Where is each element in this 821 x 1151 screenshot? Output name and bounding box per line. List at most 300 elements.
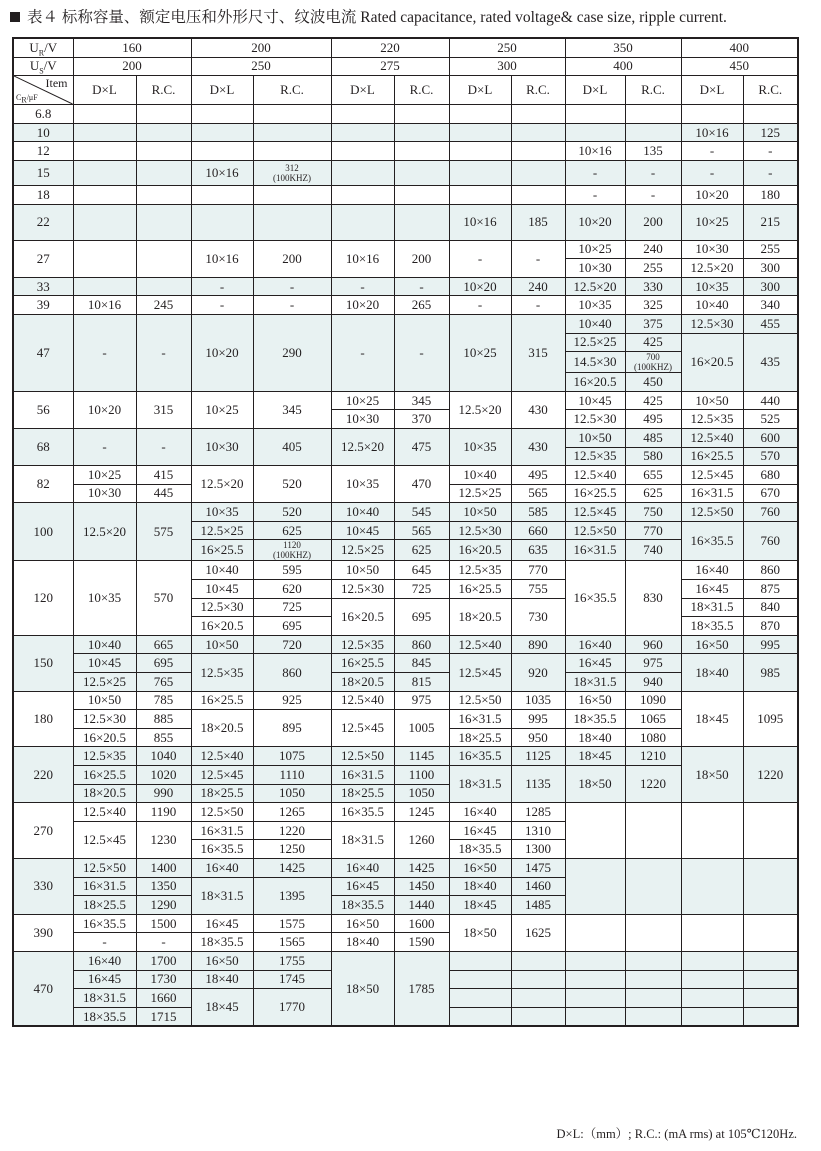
ripple-current-cell: [253, 204, 331, 240]
header-row-us: [13, 57, 798, 76]
case-size-cell: 10×45: [73, 654, 136, 673]
ripple-current-cell: -: [136, 314, 191, 391]
ripple-current-cell: 430: [511, 391, 565, 428]
case-size-cell: [191, 204, 253, 240]
case-size-cell: 10×40: [681, 296, 743, 315]
ripple-current-cell: [136, 204, 191, 240]
ripple-current-cell: 1290: [136, 896, 191, 915]
case-size-cell: 10×45: [565, 391, 625, 410]
case-size-cell: [331, 204, 394, 240]
case-size-cell: 10×35: [449, 428, 511, 465]
case-size-cell: 12.5×40: [449, 635, 511, 654]
ripple-current-cell: 1590: [394, 933, 449, 952]
case-size-cell: 18×35.5: [449, 840, 511, 859]
case-size-cell: 16×31.5: [565, 540, 625, 561]
case-size-cell: 18×40: [449, 877, 511, 896]
ripple-current-cell: 770: [511, 561, 565, 580]
case-size-cell: -: [565, 160, 625, 185]
ripple-current-cell: [253, 142, 331, 161]
case-size-cell: 16×40: [73, 951, 136, 970]
case-size-cell: [73, 142, 136, 161]
ripple-current-cell: 495: [511, 466, 565, 485]
case-size-cell: 18×35.5: [681, 617, 743, 636]
case-size-cell: 16×31.5: [681, 484, 743, 503]
ripple-current-cell: 325: [625, 296, 681, 315]
ripple-current-cell: 950: [511, 728, 565, 747]
case-size-cell: [73, 160, 136, 185]
case-size-cell: 16×25.5: [449, 580, 511, 599]
case-size-cell: [681, 803, 743, 859]
case-size-cell: 16×40: [331, 858, 394, 877]
case-size-cell: 12.5×20: [331, 428, 394, 465]
ur-value: 400: [681, 38, 798, 57]
case-size-cell: 16×20.5: [191, 617, 253, 636]
case-size-cell: -: [449, 240, 511, 277]
case-size-cell: 10×40: [191, 561, 253, 580]
case-size-cell: 12.5×50: [191, 803, 253, 822]
ripple-current-cell: 1285: [511, 803, 565, 822]
ripple-current-cell: 785: [136, 691, 191, 710]
case-size-cell: 18×40: [191, 970, 253, 989]
table-title: [10, 6, 815, 30]
case-size-cell: 16×40: [191, 858, 253, 877]
ripple-current-cell: 1475: [511, 858, 565, 877]
ripple-current-cell: 1075: [253, 747, 331, 766]
ripple-current-cell: 870: [743, 617, 798, 636]
case-size-cell: 10×50: [331, 561, 394, 580]
capacitance-cell: 470: [13, 951, 73, 1026]
ripple-current-cell: [136, 240, 191, 277]
case-size-cell: 10×20: [681, 185, 743, 204]
ripple-current-cell: 1050: [394, 784, 449, 803]
ripple-current-cell: 760: [743, 521, 798, 561]
case-size-cell: 16×40: [449, 803, 511, 822]
case-size-cell: [565, 803, 625, 859]
ripple-current-cell: 440: [743, 391, 798, 410]
ripple-current-cell: [253, 185, 331, 204]
ripple-current-cell: 960: [625, 635, 681, 654]
case-size-cell: 16×45: [565, 654, 625, 673]
case-size-cell: 16×45: [73, 970, 136, 989]
case-size-cell: 12.5×30: [73, 710, 136, 729]
ripple-current-cell: 920: [511, 654, 565, 691]
case-size-cell: 18×25.5: [73, 896, 136, 915]
ripple-current-cell: -: [625, 160, 681, 185]
ripple-current-cell: -: [743, 142, 798, 161]
case-size-cell: 12.5×35: [73, 747, 136, 766]
col-rc: R.C.: [743, 76, 798, 105]
capacitance-cell: 68: [13, 428, 73, 465]
capacitance-cell: 390: [13, 914, 73, 951]
ripple-current-cell: 695: [394, 598, 449, 635]
ripple-current-cell: 315: [136, 391, 191, 428]
case-size-cell: 12.5×25: [331, 540, 394, 561]
case-size-cell: [449, 1007, 511, 1026]
ripple-current-cell: 370: [394, 410, 449, 429]
ripple-current-cell: 1120 (100KHZ): [253, 540, 331, 561]
case-size-cell: 12.5×20: [681, 259, 743, 278]
ripple-current-cell: [625, 803, 681, 859]
case-size-cell: 12.5×35: [331, 635, 394, 654]
ripple-current-cell: -: [394, 314, 449, 391]
ripple-current-cell: 985: [743, 654, 798, 691]
case-size-cell: 16×35.5: [449, 747, 511, 766]
ripple-current-cell: 1745: [253, 970, 331, 989]
ripple-current-cell: 1135: [511, 766, 565, 803]
ripple-current-cell: 1700: [136, 951, 191, 970]
header-row-columns: [13, 76, 798, 105]
table-row: [13, 314, 798, 333]
ripple-current-cell: 720: [253, 635, 331, 654]
capacitance-cell: 6.8: [13, 105, 73, 124]
us-value: 450: [681, 57, 798, 76]
ripple-current-cell: 830: [625, 561, 681, 635]
case-size-cell: 12.5×50: [449, 691, 511, 710]
case-size-cell: 12.5×45: [191, 766, 253, 785]
ripple-current-cell: 1245: [394, 803, 449, 822]
ripple-current-cell: 200: [394, 240, 449, 277]
ur-value: 250: [449, 38, 565, 57]
case-size-cell: 12.5×30: [331, 580, 394, 599]
ripple-current-cell: 1050: [253, 784, 331, 803]
case-size-cell: 16×45: [681, 580, 743, 599]
ripple-current-cell: 635: [511, 540, 565, 561]
ripple-current-cell: 1090: [625, 691, 681, 710]
ripple-current-cell: 600: [743, 428, 798, 447]
case-size-cell: -: [73, 314, 136, 391]
case-size-cell: 14.5×30: [565, 352, 625, 373]
ur-value: 220: [331, 38, 449, 57]
ripple-current-cell: 625: [625, 484, 681, 503]
case-size-cell: 18×20.5: [73, 784, 136, 803]
ripple-current-cell: [743, 105, 798, 124]
case-size-cell: 18×25.5: [331, 784, 394, 803]
case-size-cell: 16×25.5: [565, 484, 625, 503]
case-size-cell: [73, 105, 136, 124]
case-size-cell: 10×20: [449, 277, 511, 296]
ripple-current-cell: 1040: [136, 747, 191, 766]
case-size-cell: [565, 989, 625, 1008]
ripple-current-cell: 1350: [136, 877, 191, 896]
us-value: 300: [449, 57, 565, 76]
ripple-current-cell: 1715: [136, 1007, 191, 1026]
ripple-current-cell: -: [253, 277, 331, 296]
ripple-current-cell: 625: [253, 521, 331, 540]
case-size-cell: 12.5×40: [191, 747, 253, 766]
ripple-current-cell: 730: [511, 598, 565, 635]
table-row: [13, 160, 798, 185]
table-row: [13, 296, 798, 315]
case-size-cell: [681, 951, 743, 970]
us-value: 400: [565, 57, 681, 76]
case-size-cell: 12.5×35: [681, 410, 743, 429]
ripple-current-cell: 405: [253, 428, 331, 465]
ripple-current-cell: 290: [253, 314, 331, 391]
ripple-current-cell: 1600: [394, 914, 449, 933]
capacitance-cell: 100: [13, 503, 73, 561]
case-size-cell: 12.5×40: [565, 466, 625, 485]
case-size-cell: 10×50: [73, 691, 136, 710]
ripple-current-cell: 1625: [511, 914, 565, 951]
case-size-cell: 10×50: [681, 391, 743, 410]
ripple-current-cell: [394, 160, 449, 185]
case-size-cell: -: [331, 314, 394, 391]
case-size-cell: 16×25.5: [331, 654, 394, 673]
ripple-current-cell: 215: [743, 204, 798, 240]
case-size-cell: 10×25: [681, 204, 743, 240]
case-size-cell: 16×35.5: [73, 914, 136, 933]
ripple-current-cell: [394, 185, 449, 204]
ripple-current-cell: 125: [743, 123, 798, 142]
case-size-cell: 10×20: [331, 296, 394, 315]
table-row: [13, 105, 798, 124]
capacitance-cell: 22: [13, 204, 73, 240]
case-size-cell: 18×20.5: [191, 710, 253, 747]
ripple-current-cell: [625, 123, 681, 142]
col-rc: R.C.: [511, 76, 565, 105]
case-size-cell: -: [449, 296, 511, 315]
case-size-cell: 10×16: [449, 204, 511, 240]
col-dl: D×L: [331, 76, 394, 105]
ripple-current-cell: 660: [511, 521, 565, 540]
case-size-cell: 16×50: [565, 691, 625, 710]
case-size-cell: 10×40: [73, 635, 136, 654]
ripple-current-cell: 312 (100KHZ): [253, 160, 331, 185]
case-size-cell: [331, 160, 394, 185]
case-size-cell: 16×45: [191, 914, 253, 933]
case-size-cell: 16×35.5: [331, 803, 394, 822]
case-size-cell: 12.5×20: [73, 503, 136, 561]
case-size-cell: [565, 858, 625, 914]
case-size-cell: 12.5×30: [449, 521, 511, 540]
case-size-cell: 12.5×40: [73, 803, 136, 822]
ripple-current-cell: 1145: [394, 747, 449, 766]
ripple-current-cell: [511, 185, 565, 204]
case-size-cell: 10×50: [565, 428, 625, 447]
ur-label: $U_R/V$: [13, 38, 73, 57]
case-size-cell: 18×31.5: [449, 766, 511, 803]
case-size-cell: 18×20.5: [331, 673, 394, 692]
case-size-cell: 10×45: [331, 521, 394, 540]
table-row: [13, 561, 798, 580]
case-size-cell: 16×45: [331, 877, 394, 896]
case-size-cell: 16×25.5: [73, 766, 136, 785]
case-size-cell: -: [191, 277, 253, 296]
case-size-cell: 10×16: [191, 160, 253, 185]
ripple-current-cell: 995: [511, 710, 565, 729]
ripple-current-cell: 340: [743, 296, 798, 315]
case-size-cell: 18×31.5: [191, 877, 253, 914]
ripple-current-cell: [625, 105, 681, 124]
ripple-current-cell: [136, 160, 191, 185]
table-row: [13, 123, 798, 142]
ripple-current-cell: 1210: [625, 747, 681, 766]
ripple-current-cell: [511, 951, 565, 970]
case-size-cell: 18×40: [681, 654, 743, 691]
case-size-cell: 10×40: [331, 503, 394, 522]
case-size-cell: 12.5×25: [565, 333, 625, 352]
case-size-cell: 18×45: [191, 989, 253, 1027]
case-size-cell: 10×35: [191, 503, 253, 522]
case-size-cell: [331, 142, 394, 161]
ripple-current-cell: 1250: [253, 840, 331, 859]
ripple-current-cell: 680: [743, 466, 798, 485]
ripple-current-cell: 1730: [136, 970, 191, 989]
ripple-current-cell: [136, 123, 191, 142]
ripple-current-cell: 565: [394, 521, 449, 540]
case-size-cell: 12.5×35: [565, 447, 625, 466]
case-size-cell: 12.5×45: [331, 710, 394, 747]
ripple-current-cell: 1755: [253, 951, 331, 970]
case-size-cell: 12.5×25: [449, 484, 511, 503]
case-size-cell: 10×50: [449, 503, 511, 522]
case-size-cell: 12.5×45: [449, 654, 511, 691]
table-row: [13, 747, 798, 766]
ripple-current-cell: 725: [394, 580, 449, 599]
table-row: [13, 635, 798, 654]
case-size-cell: 16×31.5: [331, 766, 394, 785]
case-size-cell: [73, 277, 136, 296]
case-size-cell: 10×20: [73, 391, 136, 428]
capacitance-cell: 270: [13, 803, 73, 859]
case-size-cell: 10×30: [191, 428, 253, 465]
ripple-current-cell: 485: [625, 428, 681, 447]
ripple-current-cell: 575: [136, 503, 191, 561]
ripple-current-cell: 1080: [625, 728, 681, 747]
capacitance-cell: 47: [13, 314, 73, 391]
col-dl: D×L: [73, 76, 136, 105]
ripple-current-cell: [625, 1007, 681, 1026]
capacitance-cell: 180: [13, 691, 73, 747]
ripple-current-cell: 765: [136, 673, 191, 692]
us-label: $U_S/V$: [13, 57, 73, 76]
case-size-cell: 10×25: [191, 391, 253, 428]
ripple-current-cell: 875: [743, 580, 798, 599]
ripple-current-cell: 425: [625, 333, 681, 352]
ripple-current-cell: 625: [394, 540, 449, 561]
ripple-current-cell: 435: [743, 333, 798, 391]
case-size-cell: [449, 185, 511, 204]
ripple-current-cell: 1395: [253, 877, 331, 914]
ripple-current-cell: 1005: [394, 710, 449, 747]
case-size-cell: 16×20.5: [565, 373, 625, 392]
ripple-current-cell: 520: [253, 503, 331, 522]
case-size-cell: -: [73, 428, 136, 465]
ripple-current-cell: 1425: [253, 858, 331, 877]
ripple-current-cell: [625, 858, 681, 914]
case-size-cell: 12.5×25: [191, 521, 253, 540]
ripple-current-cell: 255: [743, 240, 798, 259]
case-size-cell: 10×35: [331, 466, 394, 503]
case-size-cell: 16×35.5: [191, 840, 253, 859]
ripple-current-cell: 940: [625, 673, 681, 692]
col-rc: R.C.: [253, 76, 331, 105]
case-size-cell: 12.5×45: [73, 821, 136, 858]
ripple-current-cell: [625, 970, 681, 989]
col-dl: D×L: [681, 76, 743, 105]
ripple-current-cell: -: [394, 277, 449, 296]
case-size-cell: [73, 123, 136, 142]
col-rc: R.C.: [625, 76, 681, 105]
ripple-current-cell: [136, 142, 191, 161]
ripple-current-cell: 760: [743, 503, 798, 522]
ripple-current-cell: 1300: [511, 840, 565, 859]
case-size-cell: 18×31.5: [73, 989, 136, 1008]
ripple-current-cell: 895: [253, 710, 331, 747]
case-size-cell: 16×35.5: [565, 561, 625, 635]
ripple-current-cell: [394, 123, 449, 142]
ripple-current-cell: [136, 185, 191, 204]
ripple-current-cell: [511, 105, 565, 124]
case-size-cell: 16×20.5: [331, 598, 394, 635]
ripple-current-cell: [743, 951, 798, 970]
table-row: [13, 673, 798, 692]
ripple-current-cell: [743, 858, 798, 914]
case-size-cell: [565, 105, 625, 124]
case-size-cell: 16×35.5: [681, 521, 743, 561]
ripple-current-cell: 430: [511, 428, 565, 465]
ripple-current-cell: 1785: [394, 951, 449, 1026]
case-size-cell: 18×35.5: [73, 1007, 136, 1026]
case-size-cell: 18×50: [565, 766, 625, 803]
table-row: [13, 240, 798, 259]
case-size-cell: 16×20.5: [681, 333, 743, 391]
case-size-cell: 12.5×50: [331, 747, 394, 766]
case-size-cell: 12.5×35: [449, 561, 511, 580]
ripple-current-cell: 1450: [394, 877, 449, 896]
ripple-current-cell: 890: [511, 635, 565, 654]
ripple-current-cell: 200: [625, 204, 681, 240]
ripple-current-cell: -: [253, 296, 331, 315]
ripple-current-cell: 1260: [394, 821, 449, 858]
ripple-current-cell: 925: [253, 691, 331, 710]
case-size-cell: [449, 989, 511, 1008]
ripple-current-cell: 255: [625, 259, 681, 278]
case-size-cell: 12.5×40: [681, 428, 743, 447]
ripple-current-cell: 645: [394, 561, 449, 580]
case-size-cell: 12.5×20: [565, 277, 625, 296]
ripple-current-cell: 1035: [511, 691, 565, 710]
capacitance-cell: 82: [13, 466, 73, 503]
case-size-cell: 18×45: [565, 747, 625, 766]
ripple-current-cell: 695: [253, 617, 331, 636]
case-size-cell: -: [191, 296, 253, 315]
ripple-current-cell: 565: [511, 484, 565, 503]
ripple-current-cell: 475: [394, 428, 449, 465]
case-size-cell: [191, 105, 253, 124]
capacitance-cell: 10: [13, 123, 73, 142]
ripple-current-cell: -: [511, 240, 565, 277]
ripple-current-cell: 755: [511, 580, 565, 599]
ripple-current-cell: 770: [625, 521, 681, 540]
ripple-current-cell: [511, 1007, 565, 1026]
ripple-current-cell: 445: [136, 484, 191, 503]
case-size-cell: 12.5×40: [331, 691, 394, 710]
case-size-cell: 16×45: [449, 821, 511, 840]
case-size-cell: 10×45: [191, 580, 253, 599]
case-size-cell: [191, 123, 253, 142]
case-size-cell: 18×25.5: [191, 784, 253, 803]
case-size-cell: 10×35: [73, 561, 136, 635]
ripple-current-cell: 725: [253, 598, 331, 617]
ripple-current-cell: 595: [253, 561, 331, 580]
ripple-current-cell: 545: [394, 503, 449, 522]
case-size-cell: [331, 105, 394, 124]
case-size-cell: [565, 123, 625, 142]
ripple-current-cell: 990: [136, 784, 191, 803]
ripple-current-cell: 885: [136, 710, 191, 729]
ripple-current-cell: 520: [253, 466, 331, 503]
